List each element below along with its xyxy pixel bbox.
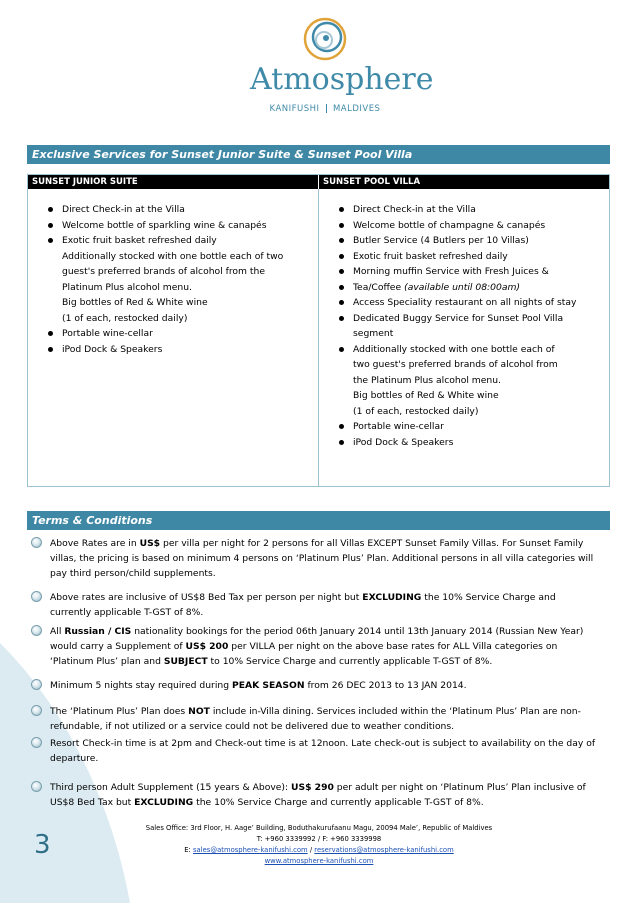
term-text	[50, 536, 610, 581]
term-text	[50, 678, 610, 693]
term-bullet-icon	[31, 705, 42, 716]
term-segment: include in-Villa dining. Services included within the ‘Platinum Plus’ Plan are non-	[209, 706, 581, 717]
service-item-text: Portable wine-cellar	[353, 421, 444, 432]
logo-location-left: KANIFUSHI	[269, 104, 320, 114]
term-segment: US$8 Bed Tax but	[50, 797, 135, 808]
service-item-text: segment	[353, 328, 394, 339]
term-segment: refundable, if not utilized or a service could not be delivered due to weather conditions.	[50, 721, 455, 732]
service-item	[319, 249, 609, 265]
service-item-text: Platinum Plus alcohol menu.	[62, 281, 192, 293]
term-emphasis: EXCLUDING	[134, 797, 194, 808]
term-segment: the 10% Service Charge and	[421, 592, 556, 603]
term-segment: All	[50, 626, 65, 637]
service-item-text: two guest's preferred brands of alcohol from	[353, 359, 558, 370]
service-item-text: Big bottles of Red & White wine	[62, 297, 208, 308]
service-item-text: Exotic fruit basket refreshed daily	[353, 250, 508, 262]
bullet-icon	[339, 440, 344, 445]
service-item-text: Welcome bottle of sparkling wine & canapés	[62, 219, 267, 231]
bullet-icon	[48, 223, 53, 228]
term-line	[50, 590, 610, 605]
term-segment: Minimum 5 nights stay required during	[50, 680, 232, 691]
service-item	[319, 264, 609, 280]
term-segment: nationality bookings for the period 06th January 2014 until 13th January 2014 (Russian New Year)	[131, 626, 584, 637]
logo-location	[250, 104, 400, 114]
footer-email-prefix: E:	[184, 846, 194, 854]
term-emphasis: Russian / CIS	[64, 626, 132, 637]
service-item	[319, 280, 609, 296]
service-item-text: Dedicated Buggy Service for Sunset Pool Villa	[353, 312, 564, 324]
term-line	[50, 719, 610, 734]
term-segment: per adult per night on ‘Platinum Plus’ Plan inclusive of	[333, 782, 586, 793]
service-item	[319, 435, 609, 451]
service-item	[28, 202, 318, 218]
term-segment: from 26 DEC 2013 to 13 JAN 2014.	[304, 680, 467, 691]
service-item-text: Additionally stocked with one bottle each of two	[62, 250, 284, 262]
term-segment: villas, the pricing is based on minimum 4 persons on ‘Platinum Plus’ Plan. Additional persons in all villa categories will	[50, 553, 594, 564]
service-item	[28, 233, 318, 326]
footer-address: Sales Office: 3rd Floor, H. Aage’ Building, Boduthakurufaanu Magu, 20094 Male’, Republic of Maldives	[145, 824, 493, 832]
footer-phone: T: +960 3339992 / F: +960 3339998	[256, 835, 382, 843]
logo-wordmark: Atmosphere	[250, 62, 434, 97]
service-item-text: (1 of each, restocked daily)	[62, 312, 188, 324]
service-item	[319, 202, 609, 218]
term-emphasis: SUBJECT	[163, 656, 208, 667]
term-segment: Above Rates are in	[50, 538, 140, 549]
term-line	[50, 639, 610, 654]
bullet-icon	[339, 316, 344, 321]
website-link[interactable]: www.atmosphere-kanifushi.com	[264, 857, 374, 865]
term-text	[50, 780, 610, 810]
service-item-text: Tea/Coffee	[353, 281, 402, 293]
term-segment: The ‘Platinum Plus’ Plan does	[50, 706, 189, 717]
left-column	[28, 202, 318, 357]
service-item-text: Welcome bottle of champagne & canapés	[353, 219, 546, 231]
term-line	[50, 704, 610, 719]
term-segment: ‘Platinum Plus’ plan and	[50, 656, 164, 667]
term-emphasis: EXCLUDING	[362, 592, 422, 603]
term-line	[50, 536, 610, 551]
sales-email-link[interactable]: sales@atmosphere-kanifushi.com	[193, 846, 308, 854]
term-emphasis: NOT	[188, 706, 210, 717]
service-item-text: the Platinum Plus alcohol menu.	[353, 374, 501, 386]
term-segment: Resort Check-in time is at 2pm and Check-out time is at 12noon. Late check-out is subject to availability on the day of	[50, 738, 596, 749]
bullet-icon	[339, 269, 344, 274]
bullet-icon	[339, 347, 344, 352]
terms-section-title: Terms & Conditions	[27, 511, 610, 530]
footer-email-separator: /	[307, 846, 315, 854]
term-text	[50, 736, 610, 766]
term-line	[50, 566, 610, 581]
service-item-text: Additionally stocked with one bottle each of	[353, 343, 555, 355]
term-line	[50, 736, 610, 751]
service-item	[319, 311, 609, 342]
term-text	[50, 624, 610, 669]
service-item-text: Big bottles of Red & White wine	[353, 390, 499, 401]
term-bullet-icon	[31, 679, 42, 690]
term-bullet-icon	[31, 737, 42, 748]
term-text	[50, 590, 610, 620]
bullet-icon	[339, 238, 344, 243]
service-item-text: guest's preferred brands of alcohol from the	[62, 266, 265, 277]
bullet-icon	[339, 254, 344, 259]
term-segment: the 10% Service Charge and currently applicable T-GST of 8%.	[193, 797, 484, 808]
service-item-text: Direct Check-in at the Villa	[353, 204, 476, 215]
term-segment: would carry a Supplement of	[50, 641, 186, 652]
term-emphasis: US$	[139, 538, 161, 549]
service-item-text: iPod Dock & Speakers	[62, 343, 163, 355]
service-item-text: (1 of each, restocked daily)	[353, 405, 479, 417]
term-line	[50, 624, 610, 639]
service-item	[319, 342, 609, 420]
service-item-text: Morning muffin Service with Fresh Juices &	[353, 266, 549, 277]
term-segment: departure.	[50, 753, 99, 764]
term-bullet-icon	[31, 781, 42, 792]
atmosphere-logo	[250, 14, 434, 124]
service-item	[319, 419, 609, 435]
term-line	[50, 780, 610, 795]
term-line	[50, 605, 610, 620]
term-line	[50, 678, 610, 693]
term-segment: Third person Adult Supplement (15 years & Above):	[50, 782, 292, 793]
footer-email	[0, 845, 638, 856]
bullet-icon	[48, 347, 53, 352]
service-item	[319, 218, 609, 234]
right-column-heading: SUNSET POOL VILLA	[319, 175, 609, 189]
service-item	[28, 218, 318, 234]
right-column	[319, 202, 609, 450]
term-line	[50, 795, 610, 810]
term-bullet-icon	[31, 625, 42, 636]
service-item	[319, 295, 609, 311]
bullet-icon	[48, 207, 53, 212]
service-item	[319, 233, 609, 249]
term-text	[50, 704, 610, 734]
service-item-text: Portable wine-cellar	[62, 328, 153, 339]
services-table	[27, 174, 610, 487]
bullet-icon	[48, 238, 53, 243]
term-emphasis: PEAK SEASON	[231, 680, 305, 691]
term-bullet-icon	[31, 591, 42, 602]
logo-swirl-icon	[295, 14, 355, 64]
term-segment: to 10% Service Charge and currently applicable T-GST of 8%.	[207, 656, 493, 667]
logo-divider	[326, 104, 327, 113]
service-item	[28, 342, 318, 358]
service-item-text: Butler Service (4 Butlers per 10 Villas)	[353, 235, 529, 246]
term-line	[50, 751, 610, 766]
term-emphasis: US$ 200	[185, 641, 229, 652]
page-number: 3	[34, 830, 51, 860]
service-item-text: Exotic fruit basket refreshed daily	[62, 235, 217, 246]
tea-availability-note: (available until 08:00am)	[404, 281, 520, 293]
bullet-icon	[339, 207, 344, 212]
service-item-text: Access Speciality restaurant on all nights of stay	[353, 297, 577, 308]
term-emphasis: US$ 290	[291, 782, 334, 793]
bullet-icon	[339, 285, 344, 290]
reservations-email-link[interactable]: reservations@atmosphere-kanifushi.com	[314, 846, 454, 854]
term-segment: Above rates are inclusive of US$8 Bed Tax per person per night but	[50, 592, 363, 603]
bullet-icon	[48, 331, 53, 336]
term-bullet-icon	[31, 537, 42, 548]
service-item-text: iPod Dock & Speakers	[353, 436, 454, 448]
footer	[0, 823, 638, 867]
right-service-list	[319, 202, 609, 450]
bullet-icon	[339, 424, 344, 429]
term-segment: currently applicable T-GST of 8%.	[50, 607, 204, 618]
left-column-heading: SUNSET JUNIOR SUITE	[28, 175, 318, 189]
services-section-title: Exclusive Services for Sunset Junior Suite & Sunset Pool Villa	[27, 145, 610, 164]
bullet-icon	[339, 300, 344, 305]
bullet-icon	[339, 223, 344, 228]
term-segment: pay third person/child supplements.	[50, 568, 216, 579]
term-line	[50, 654, 610, 669]
term-segment: per VILLA per night on the above base rates for ALL Villa categories on	[228, 641, 558, 652]
term-segment: per villa per night for 2 persons for all Villas EXCEPT Sunset Family Villas. For Sunset Family	[160, 538, 584, 549]
logo-location-right: MALDIVES	[332, 104, 381, 114]
service-item	[28, 326, 318, 342]
term-line	[50, 551, 610, 566]
left-service-list	[28, 202, 318, 357]
service-item-text: Direct Check-in at the Villa	[62, 204, 185, 215]
